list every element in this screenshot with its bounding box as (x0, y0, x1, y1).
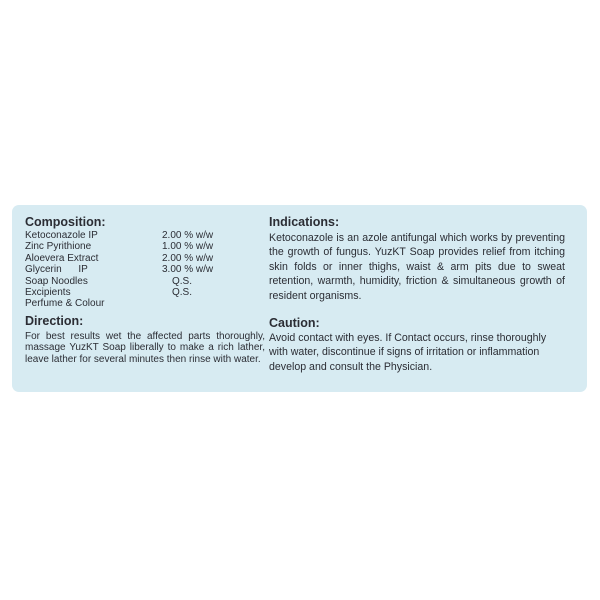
ingredient-name: Zinc Pyrithione (25, 241, 92, 253)
ingredient-quantity: 2.00 % w/w (162, 230, 214, 241)
ingredient-quantity: Q.S. (172, 287, 193, 299)
composition-row (25, 264, 262, 275)
composition-row (25, 276, 262, 287)
ingredient-quantity: 2.00 % w/w (162, 252, 214, 264)
composition-table (25, 230, 262, 310)
left-column (25, 214, 265, 365)
composition-row (25, 253, 262, 264)
ingredient-quantity (162, 298, 262, 309)
ingredient-name: Glycerin IP (25, 264, 88, 276)
ingredient-quantity: Q.S. (172, 275, 193, 287)
composition-row (25, 298, 262, 309)
direction-text: For best results wet the affected parts thoroughly, massage YuzKT Soap liberally to make a rich lather, leave lather for several minutes then rinse with water. (25, 330, 265, 365)
ingredient-quantity: 1.00 % w/w (162, 241, 214, 253)
direction-heading: Direction: (25, 313, 84, 328)
right-column (269, 214, 569, 374)
ingredient-name: Ketoconazole IP (25, 230, 98, 241)
ingredient-name: Soap Noodles (25, 275, 88, 287)
indications-text: Ketoconazole is an azole antifungal which works by preventing the growth of fungus. YuzKT Soap provides relief from itching skin folds or inner thighs, waist & arm pits due to sweat retention, warmth, humidity, friction & simultaneous growth of resident organisms. (269, 232, 565, 302)
caution-text: Avoid contact with eyes. If Contact occurs, rinse thoroughly with water, discontinue if signs of irritation or inflammation develop and consult the Physician. (269, 332, 547, 373)
ingredient-name: Perfume & Colour (25, 298, 105, 310)
label-panel (12, 205, 587, 392)
caution-heading: Caution: (269, 316, 320, 331)
ingredient-name: Aloevera Extract (25, 252, 99, 264)
ingredient-quantity: 3.00 % w/w (162, 264, 214, 276)
ingredient-name: Excipients (25, 287, 71, 299)
composition-row (25, 241, 262, 252)
composition-row (25, 230, 262, 241)
composition-row (25, 287, 262, 298)
indications-heading: Indications: (269, 215, 340, 229)
composition-heading: Composition: (25, 215, 106, 229)
